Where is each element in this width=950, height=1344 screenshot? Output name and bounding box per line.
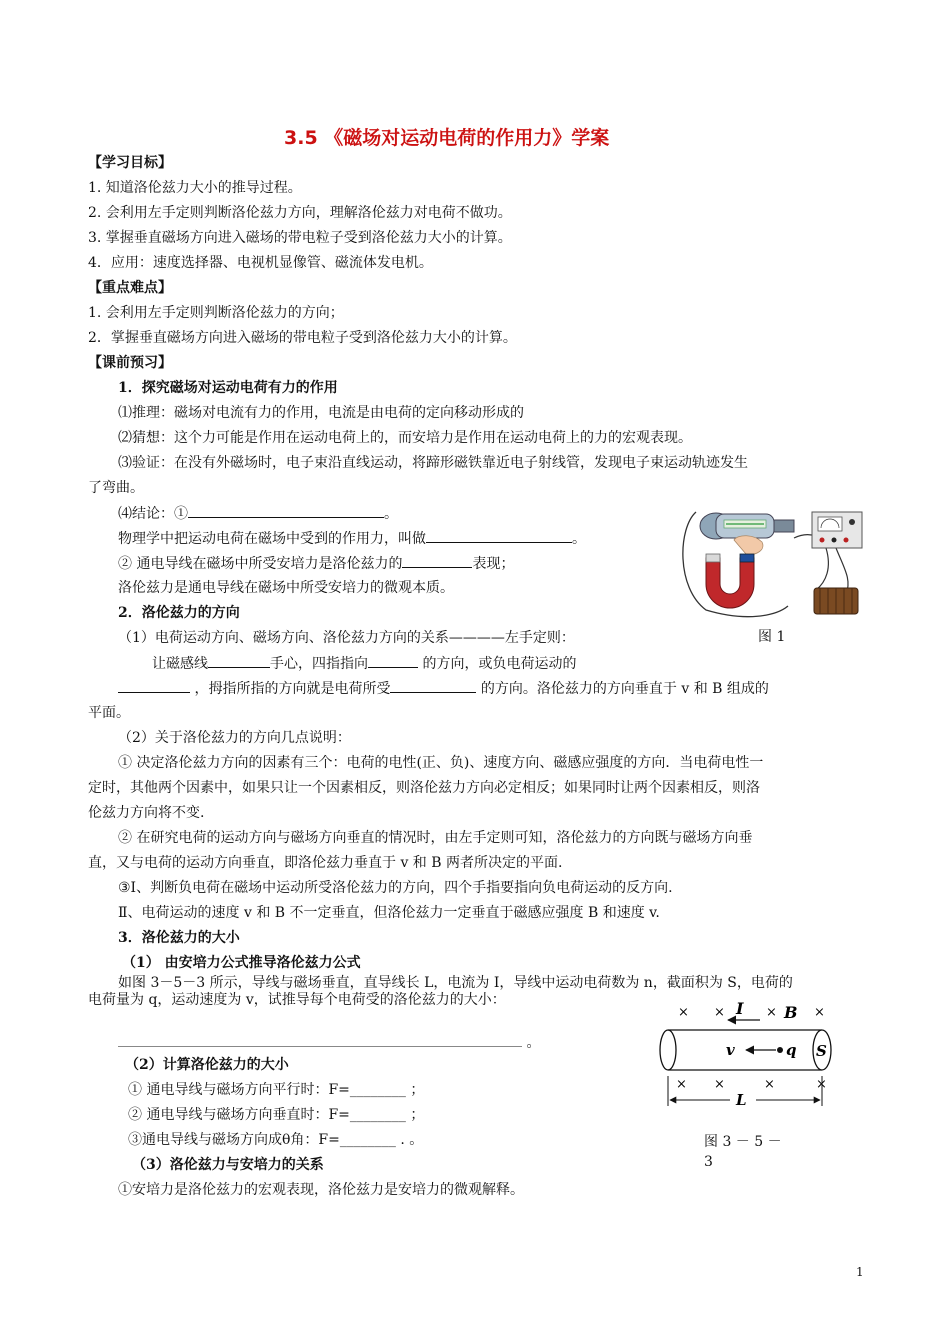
macro-line	[118, 553, 514, 574]
figure-3-5-3-wire	[656, 996, 840, 1110]
charge-label: q	[786, 1041, 797, 1059]
length-label: L	[736, 1091, 747, 1109]
page-number: 1	[856, 1265, 864, 1279]
key-point-item: 1. 会利用左手定则判断洛伦兹力的方向；	[88, 305, 344, 321]
objective-item: 3. 掌握垂直磁场方向进入磁场的带电粒子受到洛伦兹力大小的计算。	[88, 230, 512, 246]
section-heading-key-points: 【重点难点】	[88, 280, 172, 296]
figure-1-label: 图 1	[758, 629, 786, 645]
paragraph-line: 平面。	[88, 705, 130, 721]
paragraph-line: 了弯曲。	[88, 480, 144, 496]
field-cross-icon: ×	[678, 1005, 689, 1020]
paragraph-line: ⑶验证：在没有外磁场时，电子束沿直线运动，将蹄形磁铁靠近电子射线管，发现电子束运动轨迹发生	[118, 455, 748, 471]
definition-line	[118, 528, 586, 549]
subsection-title: 1．探究磁场对运动电荷有力的作用	[118, 380, 338, 396]
field-cross-icon: ×	[714, 1077, 725, 1092]
figure-1-electron-tube	[676, 498, 866, 622]
paragraph-line: ⑴推理：磁场对电流有力的作用，电流是由电荷的定向移动形成的	[118, 405, 524, 421]
paragraph-line: 伦兹力方向将不变.	[88, 805, 205, 821]
velocity-label: v	[726, 1041, 735, 1059]
figure-3-5-3-label: 图 3 － 5 －	[704, 1134, 782, 1150]
section-heading-objectives: 【学习目标】	[88, 155, 172, 171]
field-cross-icon: ×	[816, 1077, 827, 1092]
left-hand-rule-line	[118, 678, 769, 699]
field-cross-icon: ×	[676, 1077, 687, 1092]
objective-item: 2. 会利用左手定则判断洛伦兹力方向，理解洛伦兹力对电荷不做功。	[88, 205, 512, 221]
blank-field[interactable]	[368, 653, 418, 668]
objective-item: 4．应用：速度选择器、电视机显像管、磁流体发电机。	[88, 255, 433, 271]
current-label: I	[736, 999, 744, 1018]
area-label: S	[816, 1042, 827, 1060]
derivation-suffix: 。	[526, 1035, 541, 1051]
figure-3-5-3-label-cont: 3	[704, 1154, 713, 1170]
blank-field[interactable]	[188, 503, 384, 518]
field-cross-icon: ×	[766, 1005, 777, 1020]
formula-line: ② 通电导线与磁场方向垂直时：F=________ ；	[128, 1107, 425, 1123]
blank-field[interactable]	[118, 678, 190, 693]
paragraph-line: 电荷量为 q，运动速度为 v，试推导每个电荷受的洛伦兹力的大小：	[88, 992, 506, 1008]
macro-suffix: 表现；	[472, 556, 515, 572]
objective-item: 1. 知道洛伦兹力大小的推导过程。	[88, 180, 302, 196]
field-cross-icon: ×	[814, 1005, 825, 1020]
paragraph-line: （2）关于洛伦兹力的方向几点说明：	[118, 730, 351, 746]
sub-subsection-title: （3）洛伦兹力与安培力的关系	[132, 1157, 324, 1173]
definition-prefix: 物理学中把运动电荷在磁场中受到的作用力，叫做	[118, 531, 426, 547]
macro-prefix: ② 通电导线在磁场中所受安培力是洛伦兹力的	[118, 556, 403, 572]
paragraph-line: （1）电荷运动方向、磁场方向、洛伦兹力方向的关系————左手定则：	[118, 630, 575, 646]
rule-text: 手心，四指指向	[270, 656, 368, 672]
blank-field[interactable]	[402, 553, 472, 568]
left-hand-rule-line	[152, 653, 576, 674]
paragraph-line: ⑵猜想：这个力可能是作用在运动电荷上的，而安培力是作用在运动电荷上的力的宏观表现。	[118, 430, 692, 446]
paragraph-line: Ⅱ、电荷运动的速度 v 和 B 不一定垂直，但洛伦兹力一定垂直于磁感应强度 B 和速度 v.	[118, 905, 660, 921]
conclusion-prefix: ⑷结论：①	[118, 506, 188, 522]
formula-line: ③通电导线与磁场方向成θ角：F=________ . 。	[128, 1132, 424, 1148]
blank-field[interactable]	[208, 653, 270, 668]
conclusion-suffix: 。	[384, 506, 398, 522]
subsection-title: 3．洛伦兹力的大小	[118, 930, 240, 946]
blank-field[interactable]	[118, 1032, 522, 1047]
paragraph-line: 洛伦兹力是通电导线在磁场中所受安培力的微观本质。	[118, 580, 454, 596]
formula-line: ① 通电导线与磁场方向平行时：F=________ ；	[128, 1082, 425, 1098]
subsection-title: 2．洛伦兹力的方向	[118, 605, 240, 621]
rule-text: 让磁感线	[152, 656, 208, 672]
definition-suffix: 。	[572, 531, 586, 547]
rule-text: 的方向，或负电荷运动的	[422, 656, 577, 672]
field-label: B	[784, 1003, 798, 1022]
paragraph-line: ② 在研究电荷的运动方向与磁场方向垂直的情况时，由左手定则可知，洛伦兹力的方向既与磁场方向垂	[118, 830, 753, 846]
sub-subsection-title: （2）计算洛伦兹力的大小	[125, 1057, 289, 1073]
blank-field[interactable]	[426, 528, 572, 543]
blank-field[interactable]	[390, 678, 476, 693]
rule-text: ，拇指所指的方向就是电荷所受	[194, 681, 391, 697]
derivation-line	[118, 1032, 540, 1053]
paragraph-line: 如图 3－5－3 所示，导线与磁场垂直，直导线长 L，电流为 I，导线中运动电荷数为 n，截面积为 S，电荷的	[118, 975, 793, 991]
paragraph-line: 直，又与电荷的运动方向垂直，即洛伦兹力垂直于 v 和 B 两者所决定的平面.	[88, 855, 563, 871]
paragraph-line: 定时，其他两个因素中，如果只让一个因素相反，则洛伦兹力方向必定相反；如果同时让两个因素相反，则洛	[88, 780, 760, 796]
field-cross-icon: ×	[714, 1005, 725, 1020]
conclusion-line	[118, 503, 398, 524]
paragraph-line: ③Ⅰ、判断负电荷在磁场中运动所受洛伦兹力的方向，四个手指要指向负电荷运动的反方向.	[118, 880, 673, 896]
paragraph-line: ① 决定洛伦兹力方向的因素有三个：电荷的电性(正、负)、速度方向、磁感应强度的方向．当电荷电性一	[118, 755, 764, 771]
key-point-item: 2．掌握垂直磁场方向进入磁场的带电粒子受到洛伦兹力大小的计算。	[88, 330, 517, 346]
rule-text: 的方向。洛伦兹力的方向垂直于 v 和 B 组成的	[480, 681, 769, 697]
section-heading-preview: 【课前预习】	[88, 355, 172, 371]
page-title: 3.5 《磁场对运动电荷的作用力》学案	[284, 127, 610, 149]
field-cross-icon: ×	[764, 1077, 775, 1092]
sub-subsection-title: （1） 由安培力公式推导洛伦兹力公式	[122, 955, 361, 971]
paragraph-line: ①安培力是洛伦兹力的宏观表现，洛伦兹力是安培力的微观解释。	[118, 1182, 524, 1198]
